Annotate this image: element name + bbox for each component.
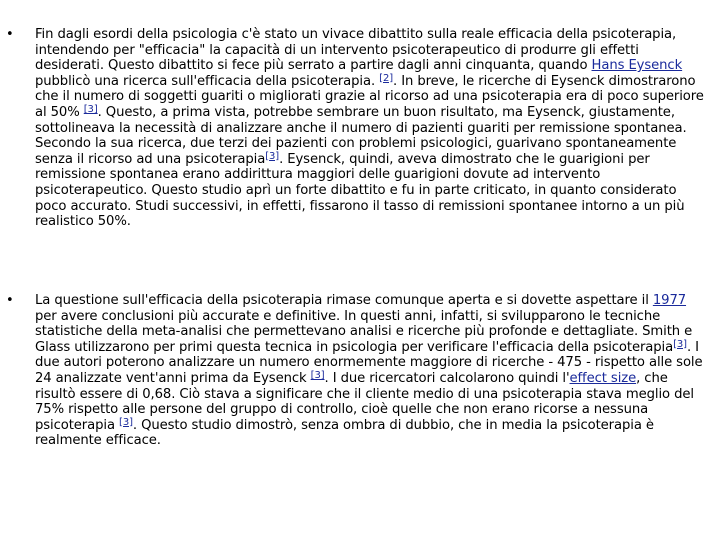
- bullet-marker: •: [6, 293, 14, 308]
- paragraph-eysenck: [35, 27, 711, 230]
- reference-link-3[interactable]: [3]: [83, 103, 98, 115]
- text-run: La questione sull'efficacia della psicoterapia rimase comunque aperta e si dovette aspettare il: [35, 293, 653, 308]
- text-run: . Questo, a prima vista, potrebbe sembrare un buon risultato, ma Eysenck, giustamente, sottolineava la necessità di analizzare anche il numero di pazienti guariti per remissione spontanea. Secondo la sua ricerca, due terzi dei pazienti con problemi psicologici, guarivano spontaneamente senza il ricorso ad una psicoterapia: [35, 104, 687, 167]
- paragraph-meta-analysis: [35, 293, 711, 449]
- link-1977[interactable]: 1977: [652, 293, 687, 308]
- bullet-marker: •: [6, 27, 14, 42]
- text-run: per avere conclusioni più accurate e definitive. In questi anni, infatti, si svilupparono le tecniche statistiche della meta-analisi che permettevano analisi e ricerche più profonde e dettagliate. Smith e Glass utilizzarono per primi questa tecnica in psicologia per verificare l'efficacia della psicoterapia: [35, 308, 693, 355]
- text-run: . I due autori poterono analizzare un numero enormemente maggiore di ricerche - 475 - rispetto alle sole 24 analizzate vent'anni prima da Eysenck: [35, 339, 703, 386]
- reference-link-3[interactable]: [3]: [265, 150, 280, 162]
- text-run: . Questo studio dimostrò, senza ombra di dubbio, che in media la psicoterapia è realmente efficace.: [35, 417, 654, 449]
- reference-link-3[interactable]: [3]: [310, 369, 325, 381]
- reference-link-2[interactable]: [2]: [379, 72, 394, 84]
- link-effect-size[interactable]: effect size: [569, 370, 637, 386]
- text-run: . In breve, le ricerche di Eysenck dimostrarono che il numero di soggetti guariti o migliorati grazie al ricorso ad una psicoterapia era di poco superiore al 50%: [35, 73, 704, 120]
- text-run: , che risultò essere di 0,68. Ciò stava a significare che il cliente medio di una psicoterapia stava meglio del 75% rispetto alle persone del gruppo di controllo, cioè quelle che non erano ricorse a nessuna psicoterapia: [35, 370, 694, 433]
- link-hans-eysenck[interactable]: Hans Eysenck: [591, 58, 683, 74]
- reference-link-3[interactable]: [3]: [119, 416, 133, 428]
- text-run: Fin dagli esordi della psicologia c'è stato un vivace dibattito sulla reale efficacia della psicoterapia, intendendo per "efficacia" la capacità di un intervento psicoterapeutico di produrre gli effetti desiderati. Questo dibattito si fece più serrato a partire dagli anni cinquanta, quando: [35, 27, 677, 74]
- reference-link-3[interactable]: [3]: [673, 338, 687, 350]
- text-run: . Eysenck, quindi, aveva dimostrato che le guarigioni per remissione spontanea erano addirittura maggiori delle guarigioni dovute ad intervento psicoterapeutico. Questo studio aprì un forte dibattito e fu in parte criticato, in quanto considerato poco accurato. Studi successivi, in effetti, fissarono il tasso di remissioni spontanee intorno a un più realistico 50%.: [35, 151, 685, 230]
- text-run: . I due ricercatori calcolarono quindi l': [324, 370, 570, 386]
- text-run: pubblicò una ricerca sull'efficacia della psicoterapia.: [35, 73, 380, 89]
